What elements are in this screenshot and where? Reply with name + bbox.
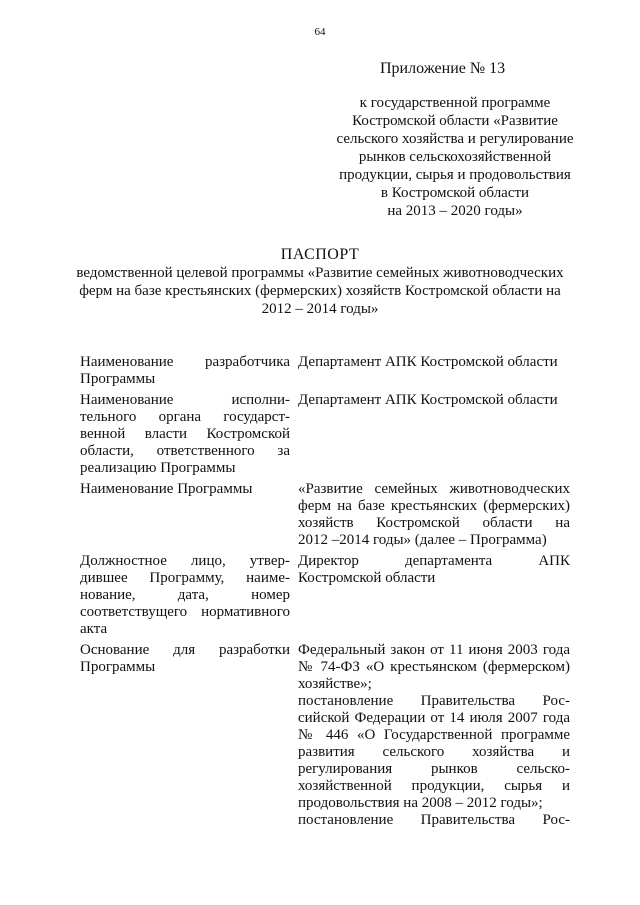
appendix-title: Приложение № 13 [380,60,506,77]
row-value-line: 2012 –2014 годы» (далее – Программа) [298,532,547,548]
row-value-line: № 446 «О Государственной программе [298,727,570,743]
appendix-line: на 2013 – 2020 годы» [387,203,523,219]
row-value [298,481,570,549]
row-label [80,354,290,388]
row-value-line: Директор департамента АПК [298,553,570,569]
appendix-description [300,94,610,220]
row-value-line: хозяйственной продукции, сырья и [298,778,570,794]
row-label [80,553,290,638]
row-value-line: хозяйств Костромской области на [298,515,570,531]
row-value-line: № 74-ФЗ «О крестьянском (фермерском) [298,659,570,675]
row-value [298,392,570,477]
row-value [298,642,570,829]
table-row-executor [80,392,570,477]
table-row-program-name [80,481,570,549]
row-label-line: тельного органа государст- [80,409,290,425]
row-label-line: дившее Программу, наиме- [80,570,290,586]
row-label [80,642,290,829]
row-value-line: развития сельского хозяйства и [298,744,570,760]
row-value-line: Костромской области [298,570,436,586]
passport-subtitle-line: ферм на базе крестьянских (фермерских) хозяйств Костромской области на [79,283,561,299]
row-label-line: области, ответственного за [80,443,290,459]
row-value [298,354,570,388]
appendix-line: к государственной программе [359,95,551,111]
row-value-line: ферм на базе крестьянских (фермерских) [298,498,570,514]
row-value-line: Федеральный закон от 11 июня 2003 года [298,642,570,658]
row-value-line: «Развитие семейных животноводческих [298,481,570,497]
passport-subtitle [60,264,580,318]
row-label-line: акта [80,621,108,637]
row-label [80,392,290,477]
row-value-line: постановление Правительства Рос- [298,693,570,709]
row-label [80,481,290,549]
passport-table [80,354,570,833]
row-value-line: хозяйстве»; [298,676,372,692]
row-label-line: Программы [80,659,156,675]
row-label-line: Наименование Программы [80,481,253,497]
row-label-line: реализацию Программы [80,460,236,476]
page-number: 64 [314,26,326,38]
row-label-line: Программы [80,371,156,387]
row-value-line: сийской Федерации от 14 июля 2007 года [298,710,570,726]
row-label-line: Должностное лицо, утвер- [80,553,290,569]
table-row-basis [80,642,570,829]
table-row-developer [80,354,570,388]
appendix-line: в Костромской области [380,185,530,201]
row-label-line: Основание для разработки [80,642,290,658]
row-value-line: регулирования рынков сельско- [298,761,570,777]
table-row-official [80,553,570,638]
passport-subtitle-line: 2012 – 2014 годы» [261,301,379,317]
appendix-line: рынков сельскохозяйственной [358,149,552,165]
row-label-line: нование, дата, номер [80,587,290,603]
appendix-line: Костромской области «Развитие [352,113,558,129]
row-value-line: постановление Правительства Рос- [298,812,570,828]
appendix-line: сельского хозяйства и регулирование [336,131,574,147]
row-label-line: Наименование разработчика [80,354,290,370]
row-label-line: венной власти Костромской [80,426,290,442]
row-value-line: продовольствия на 2008 – 2012 годы»; [298,795,543,811]
passport-title: ПАСПОРТ [280,246,360,263]
row-value-line: Департамент АПК Костромской области [298,392,558,408]
row-label-line: соответствущего нормативного [80,604,290,620]
row-value-line: Департамент АПК Костромской области [298,354,558,370]
row-value [298,553,570,638]
row-label-line: Наименование исполни- [80,392,290,408]
appendix-line: продукции, сырья и продовольствия [339,167,571,183]
passport-subtitle-line: ведомственной целевой программы «Развитие семейных животноводческих [76,265,564,281]
